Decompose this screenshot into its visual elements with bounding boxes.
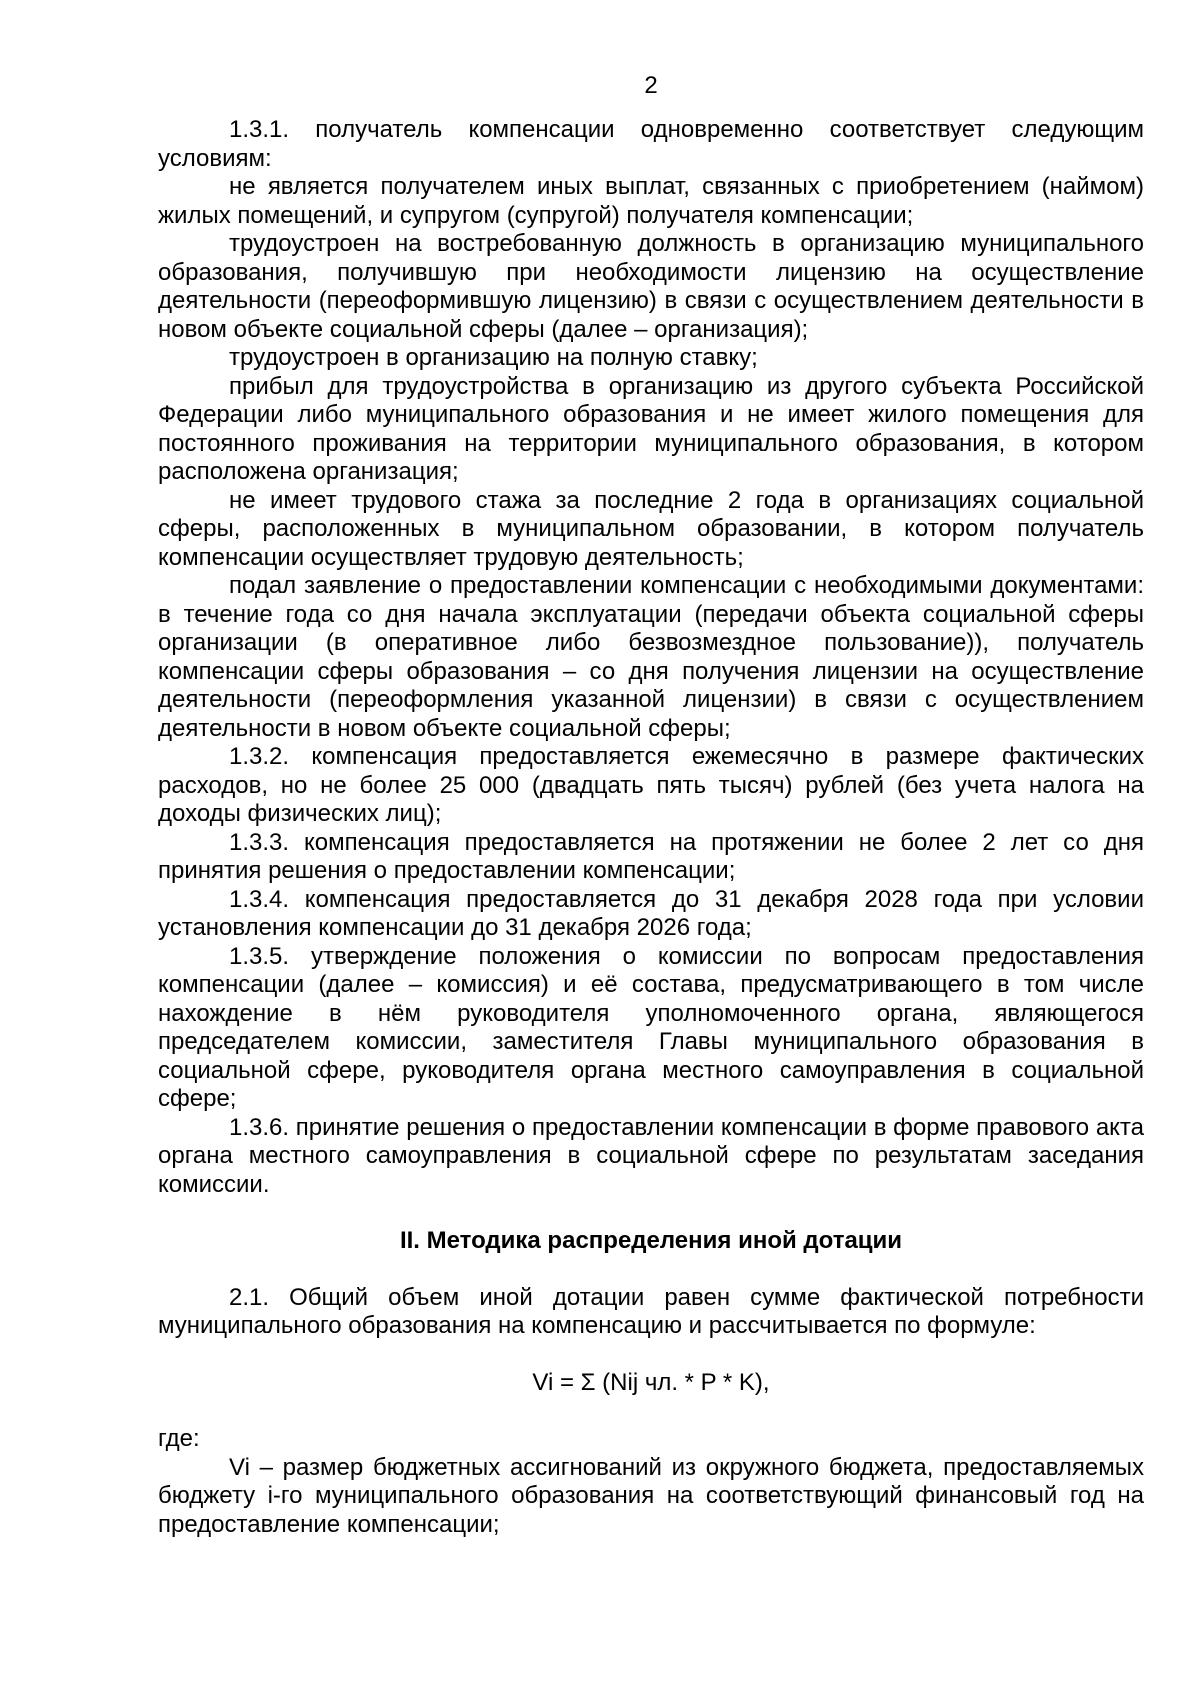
formula: Vi = Σ (Nij чл. * P * K), xyxy=(532,1368,770,1396)
condition-full-rate: трудоустроен в организацию на полную ставку; xyxy=(229,344,758,371)
document-body xyxy=(158,116,1144,1539)
paragraph-1-3-6: 1.3.6. принятие решения о предоставлении компенсации в форме правового акта органа местного самоуправления в социальной сфере по результатам заседания комиссии. xyxy=(158,1113,1144,1198)
paragraph-1-3-4: 1.3.4. компенсация предоставляется до 31 декабря 2028 года при условии установления компенсации до 31 декабря 2026 года; xyxy=(158,885,1144,941)
condition-arrived: прибыл для трудоустройства в организацию из другого субъекта Российской Федерации либо муниципального образования и не имеет жилого помещения для постоянного проживания на территории муниципального образования, в котором расположена организация; xyxy=(158,372,1144,485)
condition-no-experience: не имеет трудового стажа за последние 2 года в организациях социальной сферы, расположенных в муниципальном образовании, в котором получатель компенсации осуществляет трудовую деятельность; xyxy=(158,486,1144,571)
definition-vi: Vi – размер бюджетных ассигнований из окружного бюджета, предоставляемых бюджету i-го муниципального образования на соответствующий финансовый год на предоставление компенсации; xyxy=(158,1453,1144,1538)
paragraph-1-3-2: 1.3.2. компенсация предоставляется ежемесячно в размере фактических расходов, но не более 25 000 (двадцать пять тысяч) рублей (без учета налога на доходы физических лиц); xyxy=(158,743,1144,827)
paragraph-2-1: 2.1. Общий объем иной дотации равен сумме фактической потребности муниципального образования на компенсацию и рассчитывается по формуле: xyxy=(158,1283,1144,1339)
condition-employed-position: трудоустроен на востребованную должность в организацию муниципального образования, получившую при необходимости лицензию на осуществление деятельности (переоформившую лицензию) в связи с осуществлением деятельности в новом объекте социальной сферы (далее – организация); xyxy=(158,230,1144,343)
condition-no-other-payments: не является получателем иных выплат, связанных с приобретением (наймом) жилых помещений, и супругом (супругой) получателя компенсации; xyxy=(158,173,1144,229)
section-title: II. Методика распределения иной дотации xyxy=(399,1227,903,1254)
page-number: 2 xyxy=(644,72,658,99)
paragraph-1-3-1: 1.3.1. получатель компенсации одновременно соответствует следующим условиям: xyxy=(158,116,1144,172)
paragraph-1-3-3: 1.3.3. компенсация предоставляется на протяжении не более 2 лет со дня принятия решения о предоставлении компенсации; xyxy=(158,828,1144,884)
paragraph-1-3-5: 1.3.5. утверждение положения о комиссии по вопросам предоставления компенсации (далее – комиссия) и её состава, предусматривающего в том числе нахождение в нём руководителя уполномоченного органа, являющегося председателем комиссии, заместителя Главы муниципального образования в социальной сфере, руководителя органа местного самоуправления в социальной сфере; xyxy=(158,942,1144,1112)
condition-application: подал заявление о предоставлении компенсации с необходимыми документами: в течение года со дня начала эксплуатации (передачи объекта социальной сферы организации (в оперативное либо безвозмездное пользование)), получатель компенсации сферы образования – со дня получения лицензии на осуществление деятельности (переоформления указанной лицензии) в связи с осуществлением деятельности в новом объекте социальной сферы; xyxy=(158,572,1144,742)
document-page xyxy=(158,0,1144,1697)
where-label: где: xyxy=(158,1425,200,1452)
